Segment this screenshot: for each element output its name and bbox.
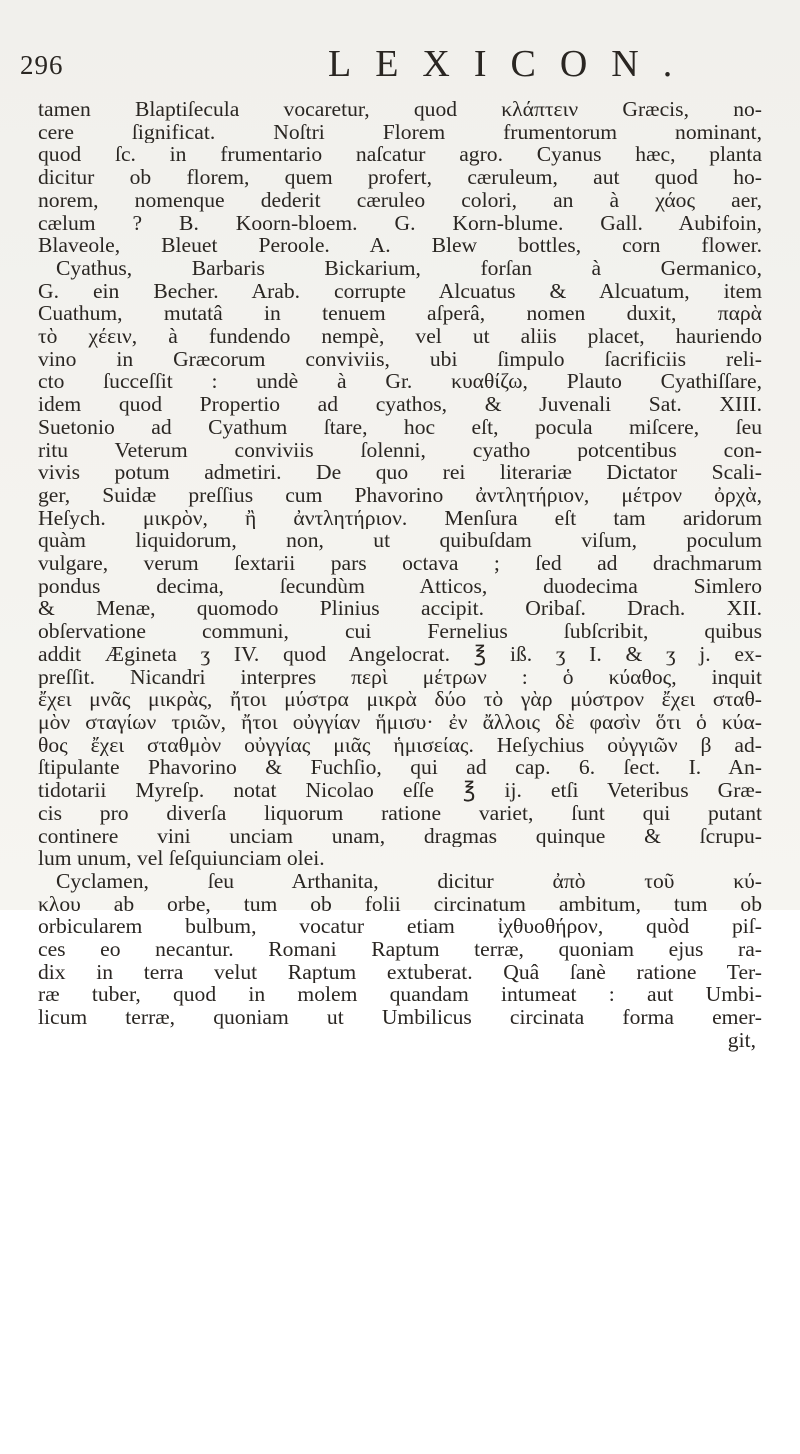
- text-line: κλου ab orbe, tum ob folii circinatum ambitum, tum ob: [38, 892, 762, 916]
- text-line: idem quod Propertio ad cyathos, & Juvenali Sat. XIII.: [38, 393, 762, 416]
- catchword: git,: [727, 1028, 756, 1052]
- page-header: [20, 42, 780, 102]
- running-title: LEXICON.: [328, 43, 697, 85]
- text-line: tidotarii Myreſp. notat Nicolao eſſe ℥ ij. etſi Veteribus Græ-: [38, 779, 762, 802]
- text-line: vivis potum admetiri. De quo rei literariæ Dictator Scali-: [38, 461, 762, 484]
- text-line: ræ tuber, quod in molem quandam intumeat : aut Umbi-: [38, 983, 762, 1007]
- text-line: ger, Suidæ preſſius cum Phavorino ἀντλητήριον, μέτρον ὀρχὰ,: [38, 483, 762, 507]
- text-line: lum unum, vel ſeſquiunciam olei.: [38, 847, 325, 870]
- text-line: Suetonio ad Cyathum ſtare, hoc eſt, pocula miſcere, ſeu: [38, 415, 762, 439]
- text-line: vulgare, verum ſextarii pars octava ; ſed ad drachmarum: [38, 552, 762, 575]
- text-line: licum terræ, quoniam ut Umbilicus circinata forma emer-: [38, 1006, 762, 1029]
- text-line: μὸν σταγίων τριῶν, ἤτοι οὐγγίαν ἥμισυ· ἐν ἄλλοις δὲ φασὶν ὅτι ὁ κύα-: [38, 710, 762, 734]
- text-line: quàm liquidorum, non, ut quibuſdam viſum, poculum: [38, 529, 762, 553]
- text-line: addit Ægineta ʒ IV. quod Angelocrat. ℥ iß. ʒ I. & ʒ j. ex-: [38, 642, 762, 666]
- text-line: dicitur ob florem, quem profert, cæruleum, aut quod ho-: [38, 166, 762, 189]
- lexicon-text-column: [38, 98, 762, 1052]
- text-line: preſſit. Nicandri interpres περὶ μέτρων : ὁ κύαθος, inquit: [38, 665, 762, 689]
- text-line: quod ſc. in frumentario naſcatur agro. Cyanus hæc, planta: [38, 143, 762, 167]
- text-line: cto ſucceſſit : undè à Gr. κυαθίζω, Plauto Cyathiſſare,: [38, 370, 762, 394]
- text-line: dix in terra velut Raptum extuberat. Quâ ſanè ratione Ter-: [38, 960, 762, 984]
- text-line: tamen Blaptiſecula vocaretur, quod κλάπτειν Græcis, no-: [38, 98, 762, 121]
- text-line: Blaveole, Bleuet Peroole. A. Blew bottles, corn flower.: [38, 234, 762, 257]
- text-line: cælum ? B. Koorn-bloem. G. Korn-blume. Gall. Aubifoin,: [38, 211, 762, 235]
- text-line: pondus decima, ſecundùm Atticos, duodecima Simlero: [38, 574, 762, 598]
- text-line: orbicularem bulbum, vocatur etiam ἰχθυοθήρον, quòd piſ-: [38, 915, 762, 939]
- text-line: Cuathum, mutatâ in tenuem aſperâ, nomen duxit, παρὰ: [38, 302, 762, 326]
- text-line: cere ſignificat. Noſtri Florem frumentorum nominant,: [38, 120, 762, 144]
- text-line: ἔχει μνᾶς μικρὰς, ἤτοι μύστρα μικρὰ δύο τὸ γὰρ μύστρον ἔχει σταθ-: [38, 688, 762, 711]
- text-line: τὸ χέειν, à fundendo nempè, vel ut aliis placet, hauriendo: [38, 325, 762, 348]
- text-line: ces eo necantur. Romani Raptum terræ, quoniam ejus ra-: [38, 938, 762, 961]
- text-line: cis pro diverſa liquorum ratione variet, ſunt qui putant: [38, 801, 762, 825]
- text-line: & Menæ, quomodo Plinius accipit. Oribaſ. Drach. XII.: [38, 597, 762, 621]
- text-line: G. ein Becher. Arab. corrupte Alcuatus & Alcuatum, item: [38, 279, 762, 303]
- text-line: vino in Græcorum conviviis, ubi ſimpulo ſacrificiis reli-: [38, 347, 762, 371]
- page-number: 296: [20, 50, 64, 80]
- text-line: ſtipulante Phavorino & Fuchſio, qui ad cap. 6. ſect. I. An-: [38, 756, 762, 780]
- text-line: obſervatione communi, cui Fernelius ſubſcribit, quibus: [38, 620, 762, 643]
- entry-heading-cyclamen: Cyclamen, ſeu Arthanita, dicitur ἀπὸ τοῦ κύ-: [56, 869, 762, 893]
- entry-heading-cyathus: Cyathus, Barbaris Bickarium, forſan à Germanico,: [56, 256, 762, 280]
- text-line: continere vini unciam unam, dragmas quinque & ſcrupu-: [38, 824, 762, 848]
- text-line: norem, nomenque dederit cæruleo colori, an à χάος aer,: [38, 188, 762, 212]
- text-line: ritu Veterum conviviis ſolenni, cyatho potcentibus con-: [38, 438, 762, 462]
- text-line: Heſych. μικρὸν, ἢ ἀντλητήριον. Menſura eſt tam aridorum: [38, 506, 762, 530]
- text-line: θος ἔχει σταθμὸν οὐγγίας μιᾶς ἡμισείας. Heſychius οὐγγιῶν β ad-: [38, 733, 762, 757]
